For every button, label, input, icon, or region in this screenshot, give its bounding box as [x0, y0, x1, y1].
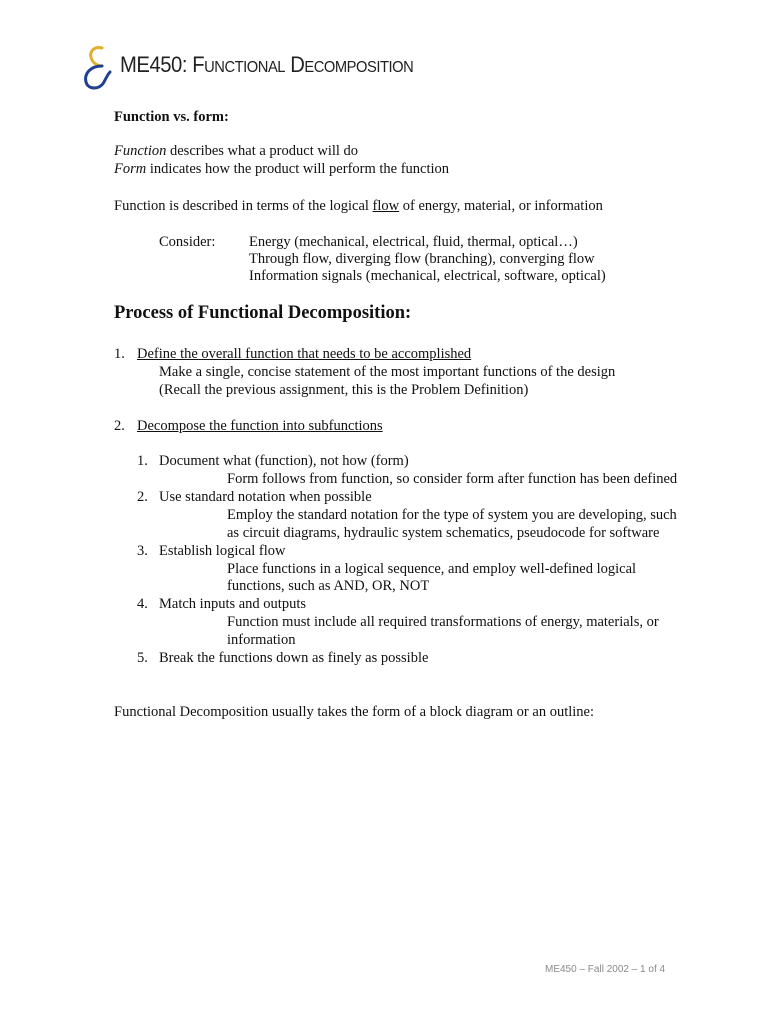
substep-number: 1.: [137, 453, 148, 469]
substep-title: Document what (function), not how (form): [159, 453, 409, 469]
step-detail: (Recall the previous assignment, this is the Problem Definition): [159, 382, 529, 398]
closing-statement: Functional Decomposition usually takes the form of a block diagram or an outline:: [114, 704, 595, 720]
consider-label: Consider:: [159, 234, 216, 250]
substep-title: Use standard notation when possible: [159, 489, 372, 505]
substep-detail: functions, such as AND, OR, NOT: [227, 578, 430, 594]
ampersand-logo-icon: [82, 44, 112, 92]
substep-detail: Place functions in a logical sequence, and employ well-defined logical: [227, 561, 637, 577]
page-title: ME450: FUNCTIONAL DECOMPOSITION: [120, 52, 414, 77]
flow-statement: Function is described in terms of the logical flow of energy, material, or information: [114, 198, 603, 214]
substep-detail: information: [227, 632, 296, 648]
substep-number: 2.: [137, 489, 148, 505]
substep-number: 3.: [137, 543, 148, 559]
substep-title: Break the functions down as finely as possible: [159, 650, 429, 666]
step-title: Define the overall function that needs to be accomplished: [137, 346, 472, 362]
substep-detail: Employ the standard notation for the type of system you are developing, such: [227, 507, 677, 523]
consider-item: Through flow, diverging flow (branching), converging flow: [249, 251, 595, 267]
form-definition: Form indicates how the product will perform the function: [114, 161, 450, 177]
step-number: 2.: [114, 418, 125, 434]
function-definition: Function describes what a product will do: [114, 143, 359, 159]
step-number: 1.: [114, 346, 125, 362]
substep-title: Establish logical flow: [159, 543, 286, 559]
consider-item: Energy (mechanical, electrical, fluid, thermal, optical…): [249, 234, 578, 250]
substep-detail: Function must include all required transformations of energy, materials, or: [227, 614, 659, 630]
step-title: Decompose the function into subfunctions: [137, 418, 383, 434]
section-heading-process: Process of Functional Decomposition:: [114, 303, 412, 323]
step-detail: Make a single, concise statement of the most important functions of the design: [159, 364, 616, 380]
substep-title: Match inputs and outputs: [159, 596, 307, 612]
section-heading-function-vs-form: Function vs. form:: [114, 109, 229, 125]
substep-number: 4.: [137, 596, 148, 612]
page-footer: ME450 – Fall 2002 – 1 of 4: [545, 964, 666, 975]
substep-detail: as circuit diagrams, hydraulic system schematics, pseudocode for software: [227, 525, 660, 541]
substep-number: 5.: [137, 650, 148, 666]
consider-item: Information signals (mechanical, electrical, software, optical): [249, 268, 606, 284]
substep-detail: Form follows from function, so consider form after function has been defined: [227, 471, 678, 487]
